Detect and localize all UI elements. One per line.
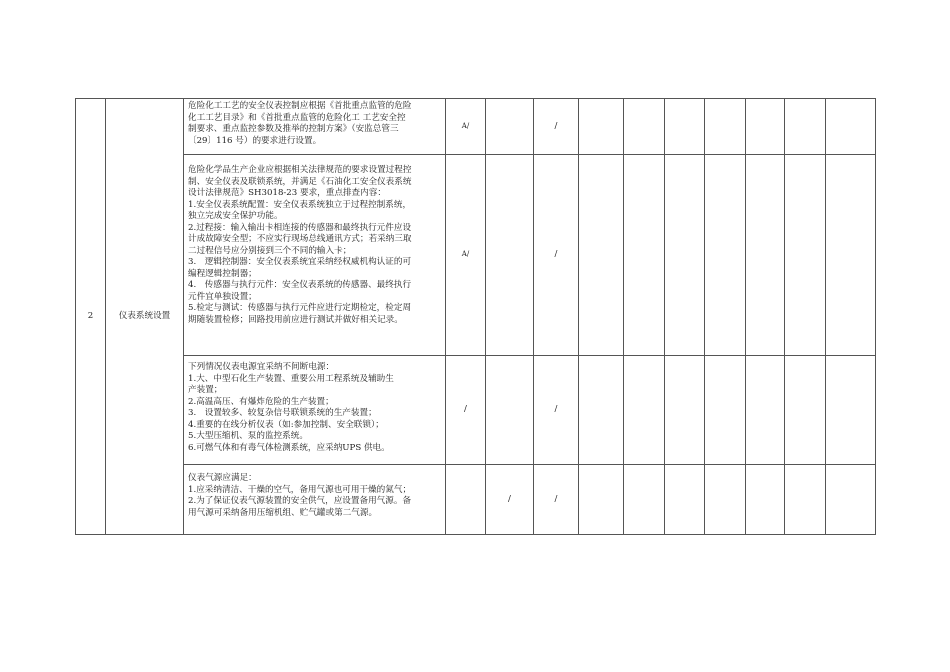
empty-cell (746, 99, 785, 155)
requirement-line: 危险化学品生产企业应根据相关法律规范的要求设置过程控 (188, 165, 412, 175)
empty-cell (579, 155, 624, 356)
inspection-table (75, 98, 876, 535)
empty-cell (486, 356, 534, 465)
requirement-cell (184, 99, 446, 155)
requirement-line: 2.为了保证仪表气源装置的安全供气，应设置备用气源。备 (188, 496, 412, 506)
check-mark-b: / (534, 465, 579, 535)
empty-cell (624, 155, 665, 356)
empty-cell (746, 356, 785, 465)
empty-cell (826, 356, 876, 465)
empty-cell (826, 99, 876, 155)
requirement-line: 〔29〕116 号）的要求进行设置。 (188, 135, 322, 146)
empty-cell (785, 465, 826, 535)
requirement-line: 1.安全仪表系统配置：安全仪表系统独立于过程控制系统， (188, 199, 412, 210)
empty-cell (705, 99, 746, 155)
empty-cell (785, 155, 826, 356)
requirement-line: 下列情况仪表电源宜采纳不间断电源： (188, 362, 335, 372)
requirement-line: 1.大、中型石化生产装置、重要公用工程系统及辅助生 (188, 373, 394, 384)
check-mark-a: A/ (446, 99, 486, 155)
requirement-line: 计成故障安全型；不应实行现场总线通讯方式；若采纳三取 (188, 234, 412, 244)
empty-cell (579, 99, 624, 155)
empty-cell (785, 356, 826, 465)
empty-cell (705, 465, 746, 535)
requirement-line: 设计法律规范》SH3018-23 要求，重点排查内容： (188, 188, 386, 198)
requirement-line: 元件宜单独设置； (188, 291, 257, 302)
check-mark-a: / (446, 356, 486, 465)
requirement-line: 编程逻辑控制器； (188, 268, 257, 279)
table-row (76, 465, 876, 535)
requirement-cell (184, 356, 446, 465)
item-name: 仪表系统设置 (106, 99, 184, 535)
empty-cell (486, 99, 534, 155)
requirement-line: 化工工艺目录》和《首批重点监管的危险化工 工艺安全控 (188, 112, 406, 123)
requirement-line: 2.高温高压、有爆炸危险的生产装置； (188, 396, 334, 407)
check-mark-b: / (534, 356, 579, 465)
table-row (76, 356, 876, 465)
requirement-line: 3. 逻辑控制器：安全仪表系统宜采纳经权威机构认证的可 (188, 257, 412, 267)
requirement-line: 用气源可采纳备用压缩机组、贮气罐或第二气源。 (188, 507, 378, 518)
empty-cell (705, 356, 746, 465)
empty-cell (665, 155, 705, 356)
requirement-line: 4. 传感器与执行元件：安全仪表系统的传感器、最终执行 (188, 280, 412, 290)
requirement-line: 3. 设置较多、较复杂信号联锁系统的生产装置； (188, 408, 377, 418)
requirement-line: 5.大型压缩机、泵的监控系统。 (188, 431, 308, 441)
check-mark-a: A/ (446, 155, 486, 356)
empty-cell (486, 155, 534, 356)
requirement-line: 独立完成安全保护功能。 (188, 211, 283, 221)
empty-cell (665, 465, 705, 535)
requirement-line: 4.重要的在线分析仪表（如:参加控制、安全联锁）； (188, 419, 384, 430)
requirement-line: 二过程信号应分别接到三个不同的输入卡； (188, 245, 352, 256)
requirement-line: 6.可燃气体和有毒气体检测系统，应采纳UPS 供电。 (188, 442, 390, 453)
requirement-line: 产装置； (188, 385, 223, 395)
requirement-line: 危险化工工艺的安全仪表控制应根据《首批重点监管的危险 (188, 101, 412, 111)
empty-cell (785, 99, 826, 155)
requirement-line: 制、安全仪表及联锁系统，并满足《石油化工安全仪表系统 (188, 176, 412, 187)
requirement-cell (184, 465, 446, 535)
requirement-line: 仪表气源应满足： (188, 473, 257, 483)
item-number: 2 (76, 99, 106, 535)
requirement-line: 5.检定与测试：传感器与执行元件应进行定期检定，检定周 (188, 303, 412, 313)
table-row (76, 155, 876, 356)
empty-cell (746, 155, 785, 356)
check-mark-b: / (534, 155, 579, 356)
empty-cell (826, 465, 876, 535)
requirement-cell (184, 155, 446, 356)
requirement-line: 1.应采纳清洁、干燥的空气，备用气源也可用干燥的氮气； (188, 484, 412, 495)
requirement-line: 期随装置检修；回路投用前应进行测试并做好相关记录。 (188, 314, 403, 325)
empty-cell (624, 99, 665, 155)
empty-cell (446, 465, 486, 535)
requirement-line: 制要求、重点监控参数及推举的控制方案》（安监总管三 (188, 124, 399, 134)
check-mark-b: / (534, 99, 579, 155)
empty-cell (665, 356, 705, 465)
empty-cell (705, 155, 746, 356)
requirement-line: 2.过程接：输入输出卡相连接的传感器和最终执行元件应设 (188, 222, 412, 233)
check-mark-a: / (486, 465, 534, 535)
empty-cell (826, 155, 876, 356)
empty-cell (579, 356, 624, 465)
empty-cell (624, 356, 665, 465)
table-row (76, 99, 876, 155)
empty-cell (579, 465, 624, 535)
empty-cell (665, 99, 705, 155)
empty-cell (624, 465, 665, 535)
empty-cell (746, 465, 785, 535)
